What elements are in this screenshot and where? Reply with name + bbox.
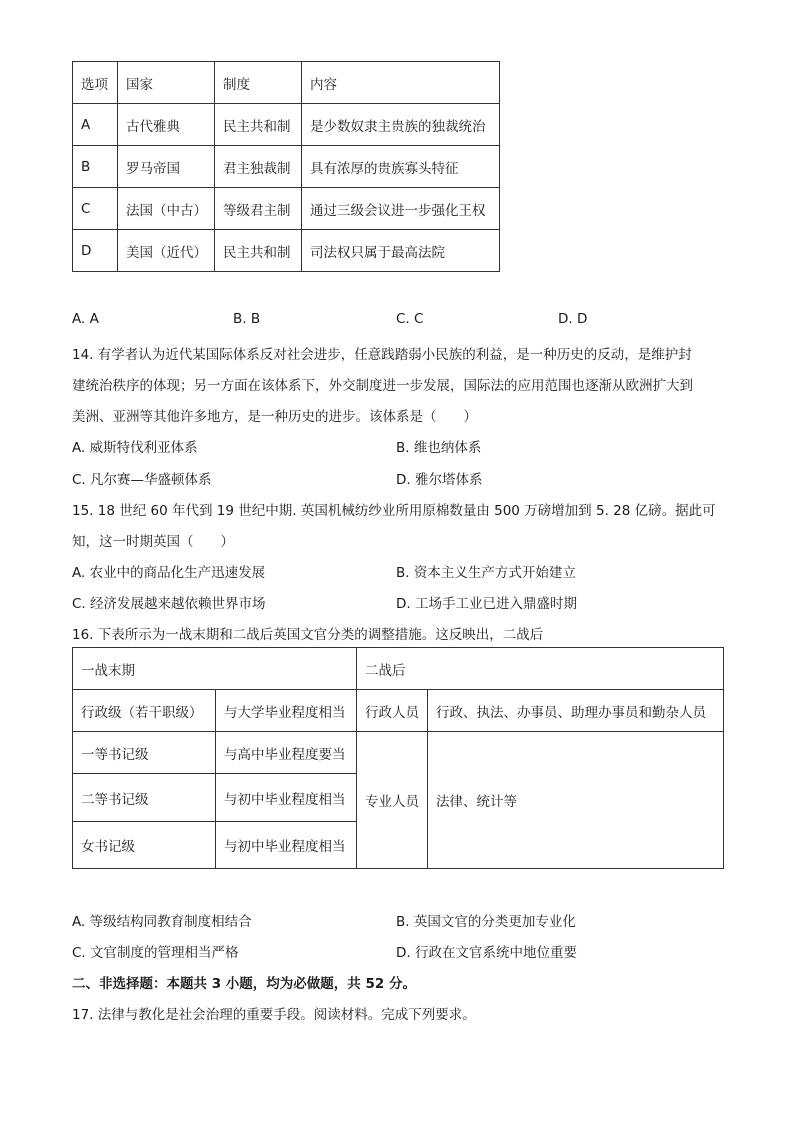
- table-cell: 与高中毕业程度要当: [216, 732, 357, 774]
- table-row: [73, 146, 500, 188]
- table-cell: 法国（中古）: [118, 188, 215, 230]
- table-cell: 法律、统计等: [428, 732, 724, 869]
- option-b: B. 英国文官的分类更加专业化: [396, 914, 576, 930]
- option-a: A. 等级结构同教育制度相结合: [72, 914, 252, 930]
- table-row: [73, 732, 724, 774]
- option-a: A. 农业中的商品化生产迅速发展: [72, 565, 266, 581]
- table-cell: C: [73, 188, 118, 230]
- table-cell: 二等书记级: [73, 774, 216, 822]
- table-cell: 与初中毕业程度相当: [216, 822, 357, 869]
- question-14-line: 美洲、亚洲等其他许多地方，是一种历史的进步。该体系是（ ）: [72, 409, 477, 425]
- table-header-cell: 选项: [73, 62, 118, 104]
- table-cell: 民主共和制: [215, 104, 302, 146]
- table-row: [73, 104, 500, 146]
- option-c: C. 文官制度的管理相当严格: [72, 945, 239, 961]
- option-a: A. 威斯特伐利亚体系: [72, 440, 198, 456]
- table-cell: 民主共和制: [215, 230, 302, 272]
- table-cell: 一等书记级: [73, 732, 216, 774]
- option-d: D. D: [558, 311, 588, 327]
- table-row: [73, 230, 500, 272]
- table-cell: 与初中毕业程度相当: [216, 774, 357, 822]
- table-cell: 具有浓厚的贵族寡头特征: [302, 146, 500, 188]
- table-header-cell: 二战后: [357, 648, 724, 690]
- table-row: [73, 690, 724, 732]
- question-16-stem: 16. 下表所示为一战末期和二战后英国文官分类的调整措施。这反映出，二战后: [72, 627, 544, 643]
- table-header-cell: 一战末期: [73, 648, 357, 690]
- question-14-line: 建统治秩序的体现；另一方面在该体系下，外交制度进一步发展，国际法的应用范围也逐渐从欧洲扩大到: [72, 378, 693, 394]
- table-cell: 通过三级会议进一步强化王权: [302, 188, 500, 230]
- table-row: [73, 188, 500, 230]
- table-header-cell: 国家: [118, 62, 215, 104]
- option-c: C. 凡尔赛—华盛顿体系: [72, 472, 212, 488]
- table-cell: 女书记级: [73, 822, 216, 869]
- table-cell: 君主独裁制: [215, 146, 302, 188]
- option-b: B. B: [233, 311, 261, 327]
- option-b: B. 维也纳体系: [396, 440, 482, 456]
- question-15-line: 15. 18 世纪 60 年代到 19 世纪中期. 英国机械纺纱业所用原棉数量由 500 万磅增加到 5. 28 亿磅。据此可: [72, 503, 716, 519]
- table-cell: 行政、执法、办事员、助理办事员和勤杂人员: [428, 690, 724, 732]
- table-cell: B: [73, 146, 118, 188]
- section-title: 二、非选择题：本题共 3 小题，均为必做题，共 52 分。: [72, 976, 416, 992]
- table-cell: 罗马帝国: [118, 146, 215, 188]
- question-14-line: 14. 有学者认为近代某国际体系反对社会进步，任意践踏弱小民族的利益，是一种历史的反动，是维护封: [72, 347, 692, 363]
- table-header-cell: 内容: [302, 62, 500, 104]
- table-header-cell: 制度: [215, 62, 302, 104]
- option-c: C. 经济发展越来越依赖世界市场: [72, 596, 266, 612]
- table-cell: 是少数奴隶主贵族的独裁统治: [302, 104, 500, 146]
- option-b: B. 资本主义生产方式开始建立: [396, 565, 576, 581]
- table-cell: D: [73, 230, 118, 272]
- table-cell: 行政人员: [357, 690, 428, 732]
- option-d: D. 雅尔塔体系: [396, 472, 483, 488]
- table-cell: 专业人员: [357, 732, 428, 869]
- table-cell: A: [73, 104, 118, 146]
- table-header-row: [73, 62, 500, 104]
- table-cell: 与大学毕业程度相当: [216, 690, 357, 732]
- option-c: C. C: [396, 311, 424, 327]
- table-header-row: [73, 648, 724, 690]
- question-15-line: 知，这一时期英国（ ）: [72, 534, 234, 550]
- table-cell: 行政级（若干职级）: [73, 690, 216, 732]
- table-cell: 司法权只属于最高法院: [302, 230, 500, 272]
- table-cell: 等级君主制: [215, 188, 302, 230]
- option-d: D. 工场手工业已进入鼎盛时期: [396, 596, 577, 612]
- options-table: [72, 61, 500, 272]
- question-17-stem: 17. 法律与教化是社会治理的重要手段。阅读材料。完成下列要求。: [72, 1007, 476, 1023]
- table-cell: 美国（近代）: [118, 230, 215, 272]
- option-a: A. A: [72, 311, 99, 327]
- table-cell: 古代雅典: [118, 104, 215, 146]
- civil-service-table: [72, 647, 724, 869]
- option-d: D. 行政在文官系统中地位重要: [396, 945, 577, 961]
